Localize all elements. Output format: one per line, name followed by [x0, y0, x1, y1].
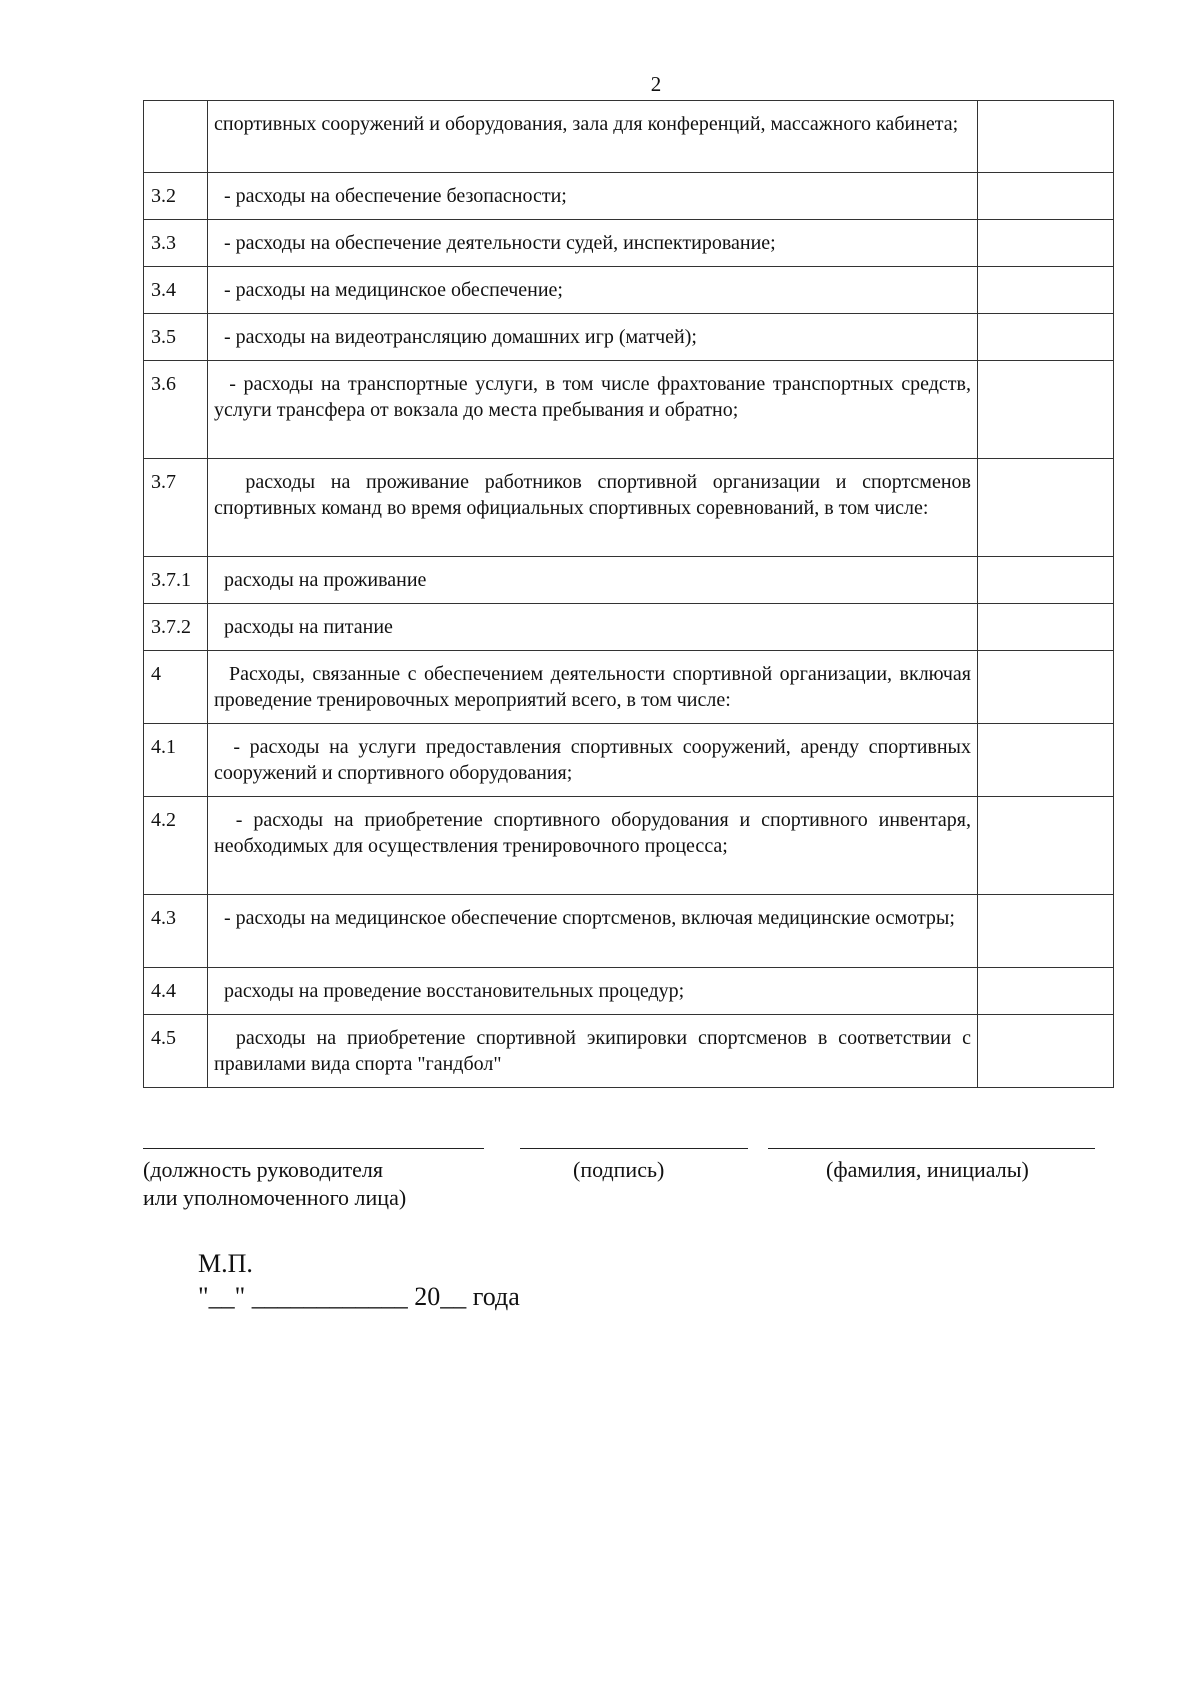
page-number: 2 — [650, 72, 662, 96]
table-row — [144, 314, 1114, 361]
row-number — [144, 101, 208, 173]
row-number: 4 — [144, 651, 208, 724]
signature-caption: (подпись) — [573, 1157, 665, 1182]
row-description: - расходы на приобретение спортивного оборудования и спортивного инвентаря, необходимых для осуществления тренировочного процесса; — [208, 797, 978, 895]
position-caption-line1: (должность руководителя — [143, 1157, 383, 1182]
row-description: расходы на проживание работников спортивной организации и спортсменов спортивных команд во время официальных спортивных соревнований, в том числе: — [208, 459, 978, 557]
table-row — [144, 724, 1114, 797]
row-description: - расходы на обеспечение безопасности; — [208, 173, 978, 220]
row-number: 4.4 — [144, 968, 208, 1015]
table-row — [144, 557, 1114, 604]
table-row — [144, 101, 1114, 173]
signature-line — [520, 1148, 748, 1149]
row-description: спортивных сооружений и оборудования, зала для конференций, массажного кабинета; — [208, 101, 978, 173]
row-description: - расходы на медицинское обеспечение; — [208, 267, 978, 314]
table-row — [144, 361, 1114, 459]
row-number: 3.2 — [144, 173, 208, 220]
row-number: 4.2 — [144, 797, 208, 895]
expenses-table — [143, 100, 1114, 1088]
row-value-cell — [978, 724, 1114, 797]
row-description: - расходы на услуги предоставления спортивных сооружений, аренду спортивных сооружений и спортивного оборудования; — [208, 724, 978, 797]
row-number: 4.5 — [144, 1015, 208, 1088]
row-value-cell — [978, 895, 1114, 968]
position-signature-line — [143, 1148, 484, 1149]
row-value-cell — [978, 220, 1114, 267]
name-signature-line — [768, 1148, 1095, 1149]
row-value-cell — [978, 557, 1114, 604]
row-number: 3.4 — [144, 267, 208, 314]
row-description: - расходы на медицинское обеспечение спортсменов, включая медицинские осмотры; — [208, 895, 978, 968]
table-row — [144, 173, 1114, 220]
table-row — [144, 651, 1114, 724]
table-row — [144, 797, 1114, 895]
row-number: 3.6 — [144, 361, 208, 459]
row-value-cell — [978, 314, 1114, 361]
row-number: 3.7 — [144, 459, 208, 557]
row-description: - расходы на транспортные услуги, в том числе фрахтование транспортных средств, услуги трансфера от вокзала до места пребывания и обратно; — [208, 361, 978, 459]
row-number: 3.5 — [144, 314, 208, 361]
table-row — [144, 1015, 1114, 1088]
stamp-place: М.П. — [198, 1249, 253, 1278]
row-number: 4.1 — [144, 724, 208, 797]
name-caption: (фамилия, инициалы) — [826, 1157, 1029, 1182]
row-value-cell — [978, 968, 1114, 1015]
table-row — [144, 220, 1114, 267]
table-row — [144, 604, 1114, 651]
row-description: Расходы, связанные с обеспечением деятельности спортивной организации, включая проведение тренировочных мероприятий всего, в том числе: — [208, 651, 978, 724]
position-caption-line2: или уполномоченного лица) — [143, 1185, 407, 1210]
row-number: 4.3 — [144, 895, 208, 968]
row-value-cell — [978, 459, 1114, 557]
row-number: 3.7.2 — [144, 604, 208, 651]
row-description: расходы на проживание — [208, 557, 978, 604]
row-value-cell — [978, 651, 1114, 724]
row-value-cell — [978, 1015, 1114, 1088]
date-line: "__" ____________ 20__ года — [198, 1282, 520, 1311]
row-description: - расходы на видеотрансляцию домашних игр (матчей); — [208, 314, 978, 361]
table-row — [144, 895, 1114, 968]
row-description: - расходы на обеспечение деятельности судей, инспектирование; — [208, 220, 978, 267]
row-value-cell — [978, 604, 1114, 651]
row-value-cell — [978, 361, 1114, 459]
row-description: расходы на питание — [208, 604, 978, 651]
row-description: расходы на приобретение спортивной экипировки спортсменов в соответствии с правилами вида спорта "гандбол" — [208, 1015, 978, 1088]
table-row — [144, 968, 1114, 1015]
position-caption — [143, 1156, 406, 1212]
row-description: расходы на проведение восстановительных процедур; — [208, 968, 978, 1015]
row-value-cell — [978, 173, 1114, 220]
table-row — [144, 459, 1114, 557]
row-number: 3.3 — [144, 220, 208, 267]
table-row — [144, 267, 1114, 314]
row-value-cell — [978, 101, 1114, 173]
row-number: 3.7.1 — [144, 557, 208, 604]
row-value-cell — [978, 267, 1114, 314]
row-value-cell — [978, 797, 1114, 895]
